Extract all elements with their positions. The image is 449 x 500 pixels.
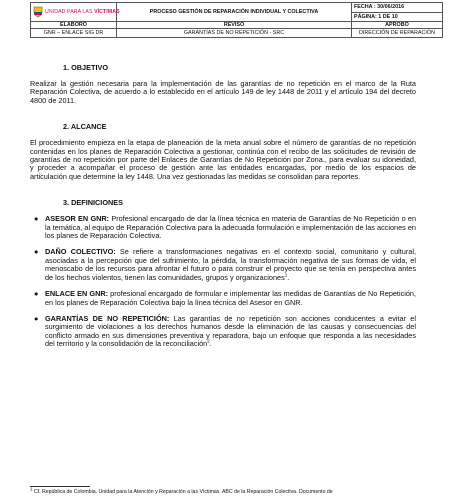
header-elaboro: ELABORÓ bbox=[31, 22, 117, 29]
definition-term: ASESOR EN GNR: bbox=[45, 214, 110, 224]
list-item bbox=[30, 290, 416, 307]
section-objetivo-text: Realizar la gestión necesaria para la implementación de las garantías de no repetición en el marco de la Ruta Reparación Colectiva, de acuerdo a lo establecido en el artículo 149 de ley 1448 de 2011 y el artículo 194 del decreto 4800 de 2011. bbox=[30, 79, 416, 105]
list-item: ● GARANTÍAS DE NO REPETICIÓN: Las garantías de no repetición son acciones conducentes a evitar el surgimiento de violaciones a los derechos humanos desde la eliminación de las causas y consecuencias del conflicto armado en sus dimensiones preventiva y reparadora, bajo un enfoque que responda a las necesidades del territorio y la consolidación de la reconciliación$^2$. bbox=[34, 313, 416, 349]
document-body bbox=[30, 52, 416, 349]
footnote-ref: 2 bbox=[207, 338, 210, 344]
definition-text: profesional encargado de formular e implementar las medidas de Garantías de No Repetición, en los planes de Reparación Colectiva bajo la línea técnica del Asesor en GNR. bbox=[45, 289, 416, 307]
footnote-divider bbox=[30, 486, 90, 487]
footnote-mark: 1 bbox=[30, 486, 33, 492]
section-alcance-text: El procedimiento empieza en la etapa de planeación de la meta anual sobre el número de garantías de no repetición contenidas en los planes de Reparación Colectiva a gestionar, continúa con el recibo de las solicitudes de revisión de garantías de no repetición por parte del Enlaces de Garantías de No Repetición por Zona., para evaluar su idoneidad, y proceder a acompañar el proceso de gestión ante las entidades encargadas, por medio de los espacios de articulación que determine la ley 1448. Una vez gestionadas las medidas se consolidan para reportes. bbox=[30, 138, 416, 181]
process-title: PROCESO GESTIÓN DE REPARACIÓN INDIVIDUAL Y COLECTIVA bbox=[117, 3, 352, 22]
footnote-text: Cf. República de Colombia. Unidad para la Atención y Reparación a las Víctimas. ABC de la Reparación Colectiva. Documento de bbox=[32, 489, 333, 495]
section-alcance-title: 2. ALCANCE bbox=[63, 122, 107, 132]
definition-text: Se refiere a transformaciones negativas en el contexto social, comunitario y cultural, asociadas a la percepción que del sufrimiento, la pérdida, la transformación negativa de sus formas de vida, el menoscabo de los recursos para afrontar el futuro o para construir el proyecto que se tenía en perspectiva antes de los hechos violentos, tienen las comunidades, grupos y organizaciones bbox=[45, 247, 416, 282]
bullet-icon: ● bbox=[34, 247, 39, 257]
definition-term: ENLACE EN GNR: bbox=[45, 289, 109, 299]
bullet-icon: ● bbox=[34, 313, 39, 323]
value-reviso: GARANTÍAS DE NO REPETICIÓN - SRC bbox=[117, 29, 352, 38]
footnote bbox=[30, 486, 442, 495]
definitions-list bbox=[30, 215, 416, 348]
header-aprobo: APROBÓ bbox=[352, 22, 443, 29]
value-elaboro: GNR – ENLACE SIG DR bbox=[31, 29, 117, 38]
section-objetivo-title: 1. OBJETIVO bbox=[63, 63, 109, 72]
document-header bbox=[30, 2, 443, 38]
logo-cell bbox=[31, 3, 120, 22]
value-aprobo: DIRECCIÓN DE REPARACIÓN bbox=[352, 29, 443, 38]
coat-of-arms-icon bbox=[33, 6, 43, 18]
bullet-icon: ● bbox=[34, 289, 39, 299]
agency-logo-text: UNIDAD PARA LAS VÍCTIMAS bbox=[45, 9, 120, 15]
section-definiciones-title: 3. DEFINICIONES bbox=[63, 198, 124, 208]
list-item: ● DAÑO COLECTIVO: Se refiere a transformaciones negativas en el contexto social, comunitario y cultural, asociadas a la percepción que del sufrimiento, la pérdida, la transformación negativa de sus formas de vida, el menoscabo de los recursos para afrontar el futuro o para construir el proyecto que se tenía en perspectiva antes de los hechos violentos, tienen las comunidades, grupos y organizaciones$^1$. bbox=[34, 247, 416, 282]
definition-term: DAÑO COLECTIVO: bbox=[45, 247, 116, 257]
definition-text: Las garantías de no repetición son acciones conducentes a evitar el surgimiento de violaciones a los derechos humanos desde la eliminación de las causas y consecuencias del conflicto armado en sus dimensiones preventiva y reparadora, bajo un enfoque que responda a las necesidades del territorio y la consolidación de la reconciliación bbox=[45, 313, 416, 349]
page-label: PÁGINA: 1 DE 10 bbox=[352, 12, 443, 22]
date-label: FECHA : 30/06/2016 bbox=[352, 3, 443, 13]
list-item bbox=[30, 215, 416, 240]
bullet-icon: ● bbox=[34, 214, 39, 224]
header-reviso: REVISÓ bbox=[117, 22, 352, 29]
footnote-ref: 1 bbox=[284, 272, 288, 278]
definition-text: Profesional encargado de dar la línea técnica en materia de Garantías de No Repetición o en la temática, al equipo de Reparación Colectiva para la adecuada formulación e implementación de las acciones en los planes de Reparación Colectiva. bbox=[45, 214, 416, 241]
definition-term: GARANTÍAS DE NO REPETICIÓN: bbox=[45, 313, 170, 323]
